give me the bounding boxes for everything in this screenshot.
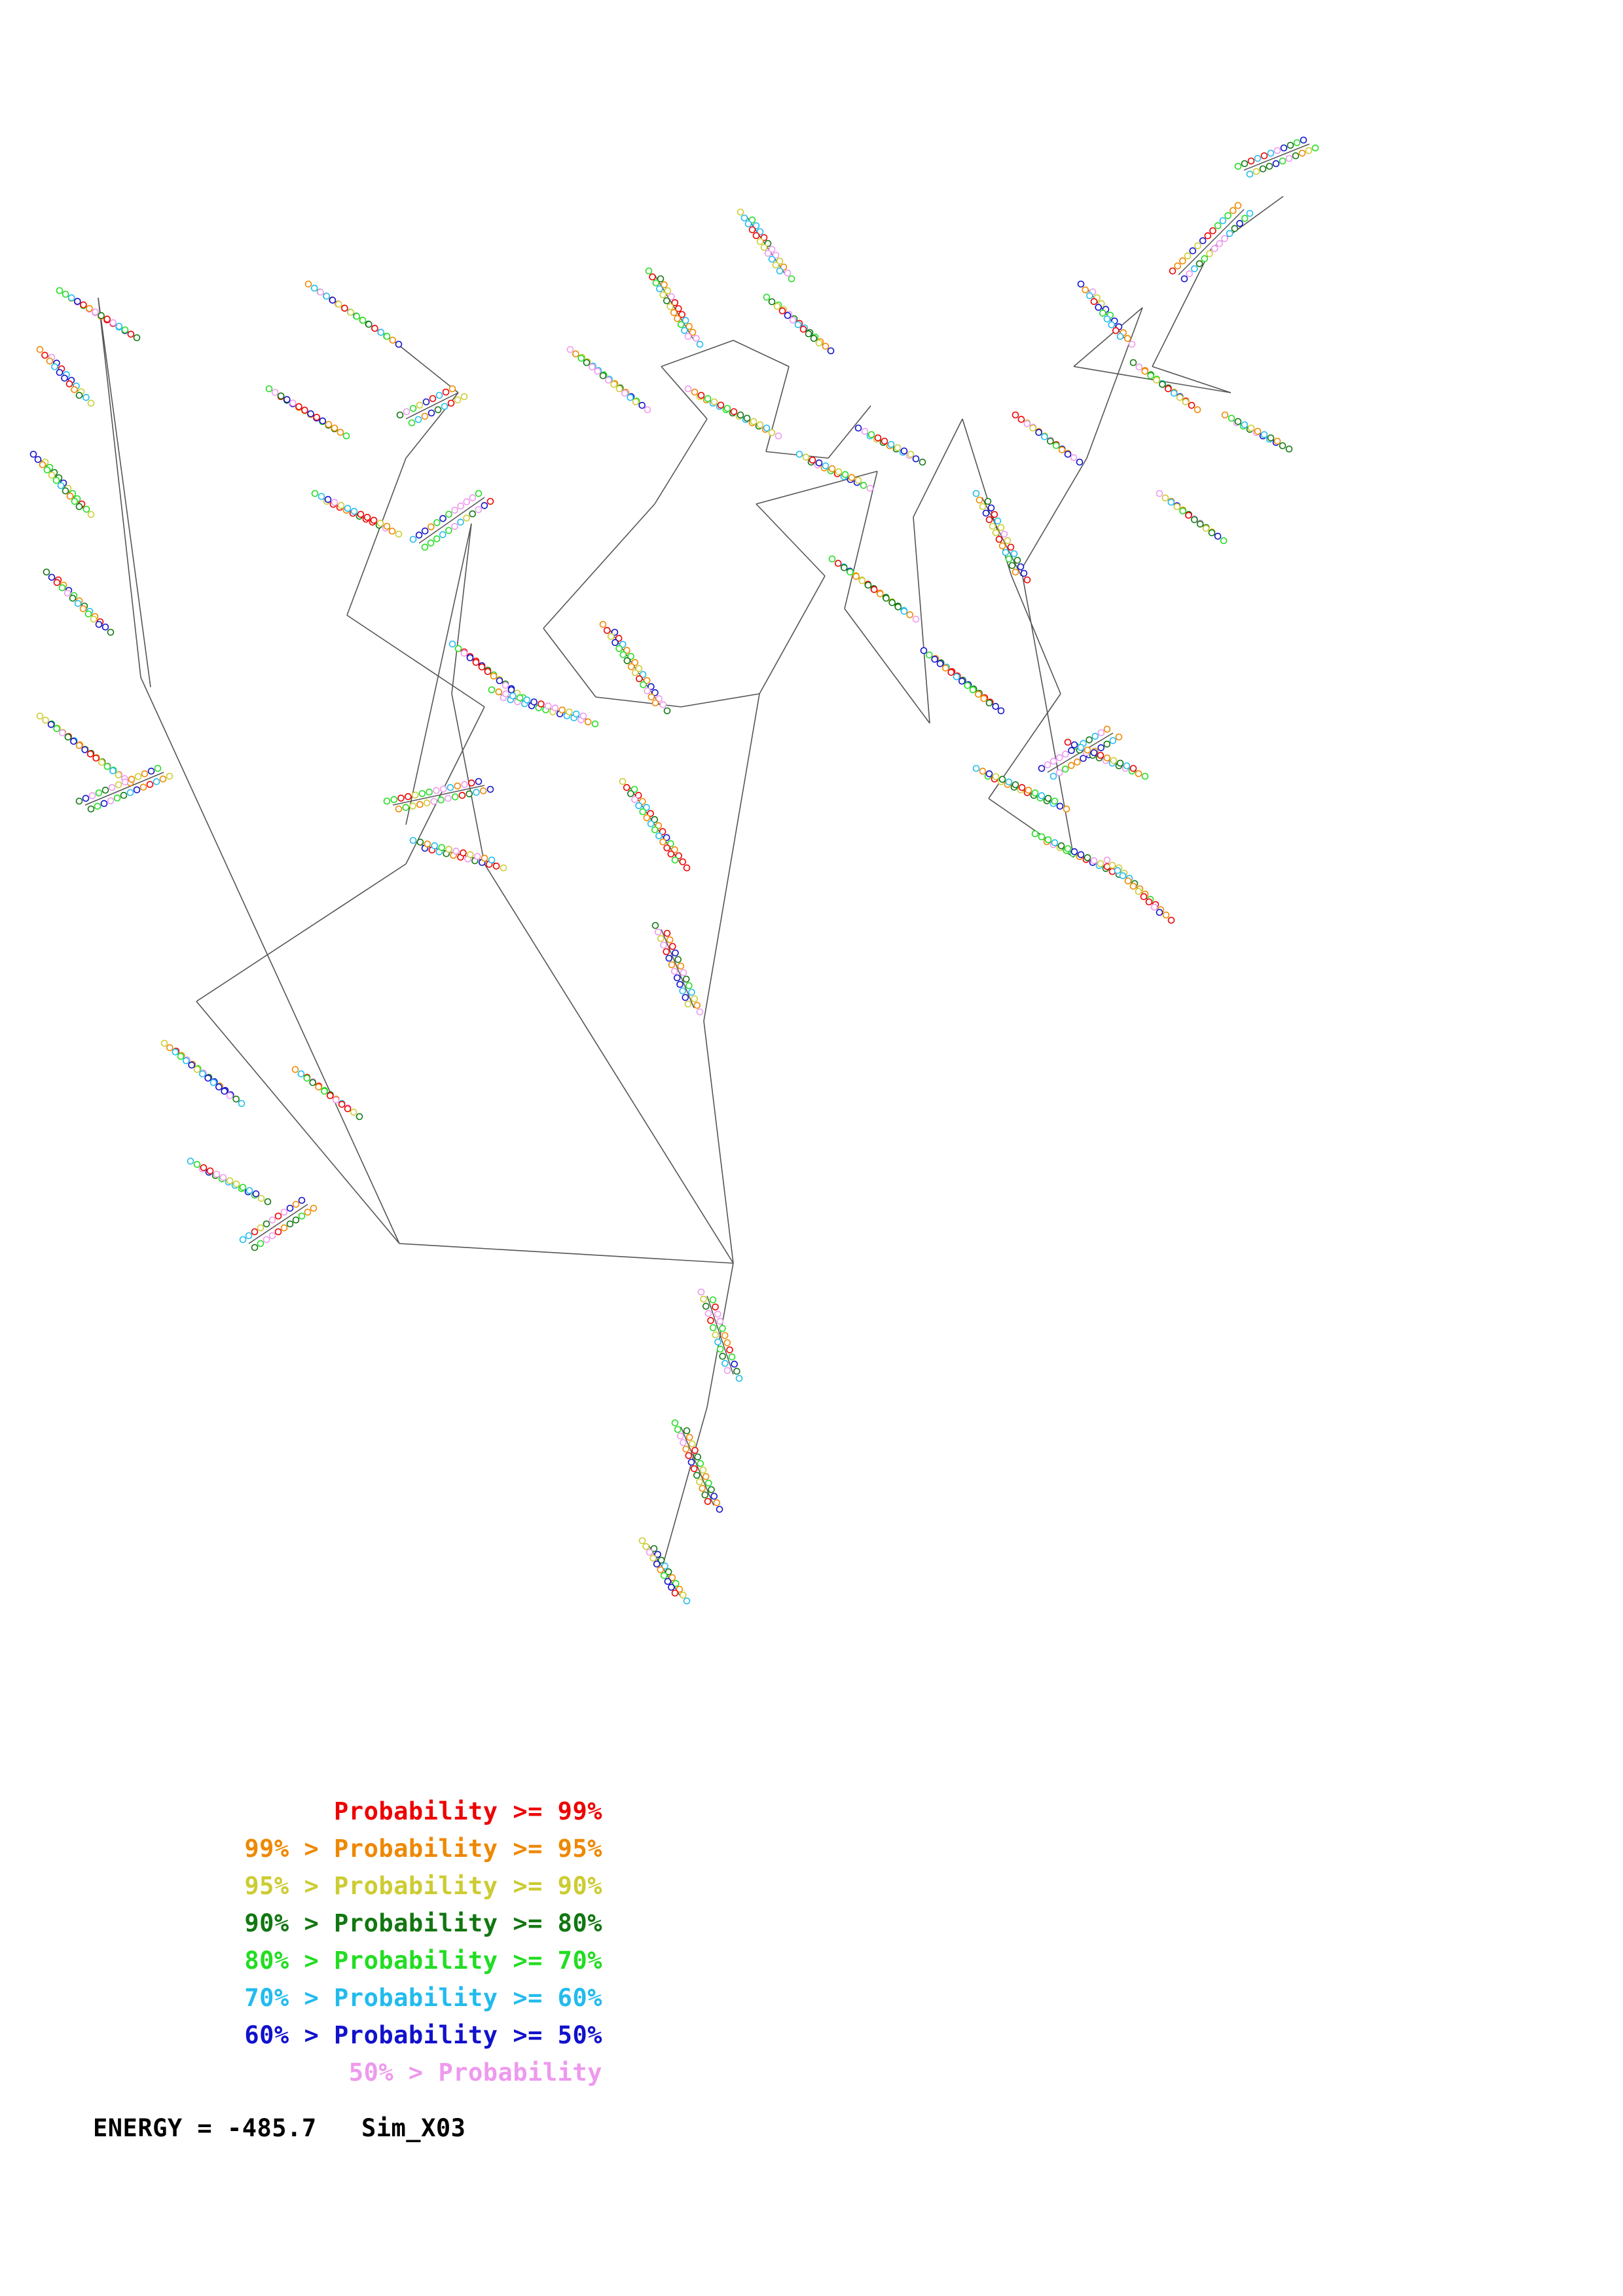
legend-entry-99: Probability >= 99% <box>334 1797 602 1825</box>
legend-entry-60: 70% > Probability >= 60% <box>244 1983 602 2012</box>
legend-entry-90: 95% > Probability >= 90% <box>244 1871 602 1900</box>
energy-label: ENERGY = -485.7 Sim_X03 <box>93 2113 466 2142</box>
legend <box>92 1793 877 2142</box>
legend-entry-low: 50% > Probability <box>348 2058 602 2087</box>
legend-entry-50: 60% > Probability >= 50% <box>244 2020 602 2049</box>
legend-entry-95: 99% > Probability >= 95% <box>244 1834 602 1863</box>
backbone-connector-lines <box>98 196 1283 1571</box>
legend-entry-80: 90% > Probability >= 80% <box>244 1909 602 1937</box>
rna-base-nodes <box>31 137 1319 1604</box>
legend-entry-70: 80% > Probability >= 70% <box>244 1946 602 1975</box>
